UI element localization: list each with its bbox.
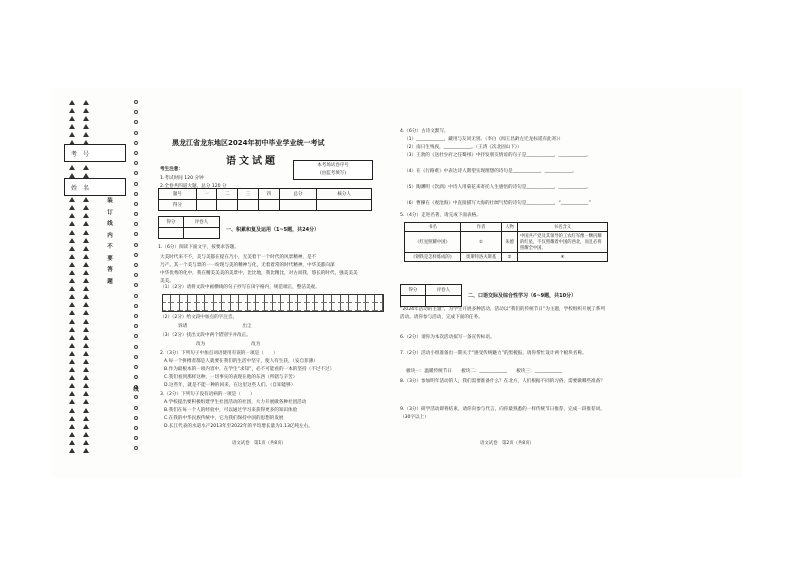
- grid-cell[interactable]: [222, 303, 230, 311]
- grid-cell[interactable]: [171, 303, 179, 311]
- q2-option-b: B.作为最根本的一项内容中，在学生“求知”，必不可能看的一本的坚持（不过不过）: [164, 367, 335, 372]
- binding-hole: [134, 253, 138, 257]
- triangle-mark: [83, 416, 89, 421]
- triangle-mark: [83, 432, 89, 437]
- binding-hole: [134, 222, 138, 226]
- line-label: 线: [133, 387, 139, 393]
- triangle-mark: [83, 230, 89, 235]
- triangle-mark: [69, 335, 75, 340]
- score-table: [158, 188, 372, 211]
- grid-cell[interactable]: [214, 303, 222, 311]
- books-cell: ④: [518, 253, 608, 262]
- q1-stem: 1.（6分）阅读下面文字，按要求答题。: [158, 245, 239, 250]
- grid-cell[interactable]: [163, 303, 171, 311]
- triangle-mark: [83, 278, 89, 283]
- grid-cell[interactable]: [248, 303, 256, 311]
- q3-stem: 3.（2分）下列句子没有语病的一项是（ ）: [160, 392, 255, 397]
- q3-option-c: C.在我的中华民族传统中，它为我们保持中国的思想的发展: [164, 416, 284, 421]
- grid-cell[interactable]: [315, 303, 323, 311]
- triangle-mark: [83, 124, 89, 129]
- score-cell: [196, 200, 217, 211]
- triangle-mark: [69, 197, 75, 202]
- grid-cell[interactable]: [197, 295, 205, 303]
- q1-2: （2）（2分）给文段中加点的字注音。: [160, 315, 238, 320]
- q3-option-d: D.长江代表的水道水产2013年至2022年的平均增长量为1.13亿吨左右。: [164, 424, 313, 429]
- section2-heading: 二、口语交际及综合性学习（6~9题，共10分）: [468, 293, 577, 299]
- passage-line: 美美。: [160, 279, 174, 284]
- passage-line: 大美时代来不不，美与美都在提在乃小，无美着于一个时代的风景精神，是不: [160, 255, 317, 260]
- books-cell: ①: [461, 232, 502, 253]
- grid-cell[interactable]: [358, 303, 366, 311]
- exam-title: 黑龙江省龙东地区2024年初中毕业学业统一考试: [172, 139, 325, 147]
- scanned-sheet: [52, 88, 742, 478]
- binding-holes: [134, 100, 144, 450]
- score-cell: [317, 200, 372, 211]
- triangle-mark: [69, 132, 75, 137]
- triangle-mark: [69, 246, 75, 251]
- binding-hole: [134, 202, 138, 206]
- q2-option-a: A.每一个拼搏者都是人就要在我们的生活中坚守，使人有生获，（妄自菲薄）: [164, 359, 318, 364]
- grid-cell[interactable]: [324, 303, 332, 311]
- grid-cell[interactable]: [315, 295, 323, 303]
- grid-cell[interactable]: [375, 303, 383, 311]
- triangle-mark: [69, 294, 75, 299]
- grid-cell[interactable]: [188, 295, 196, 303]
- score-cell: [279, 200, 317, 211]
- q3-option-b: B.我们在每一个人的经验中，可以通过学习来获得更多的知识体验: [164, 408, 298, 413]
- grid-cell[interactable]: [180, 303, 188, 311]
- binding-hole: [134, 355, 138, 359]
- binding-hole: [134, 182, 138, 186]
- triangle-mark: [83, 270, 89, 275]
- page1-footer: 语文试卷 第1页（共8页）: [232, 441, 286, 446]
- grid-cell[interactable]: [366, 295, 374, 303]
- books-header: 人物: [502, 223, 518, 232]
- binding-hole: [134, 263, 138, 267]
- grid-cell[interactable]: [307, 303, 315, 311]
- triangle-mark: [69, 416, 75, 421]
- triangle-mark: [83, 116, 89, 121]
- grid-cell[interactable]: [281, 303, 289, 311]
- binding-hole: [134, 446, 138, 450]
- binding-hole: [134, 345, 138, 349]
- triangle-mark: [69, 343, 75, 348]
- grid-cell[interactable]: [205, 303, 213, 311]
- grid-cell[interactable]: [307, 295, 315, 303]
- triangle-mark: [83, 254, 89, 259]
- triangle-mark: [69, 270, 75, 275]
- grid-cell[interactable]: [273, 303, 281, 311]
- binding-hole: [134, 365, 138, 369]
- books-cell: 朱德: [502, 232, 518, 253]
- binding-hole: [134, 304, 138, 308]
- grid-cell[interactable]: [341, 303, 349, 311]
- q2-stem: 2.（3分）下列句子中加点词语使用有误的一项是（ ）: [160, 351, 278, 356]
- binding-strip: [62, 100, 150, 465]
- score-header: 核分人: [317, 189, 372, 200]
- score-header: 三: [238, 189, 259, 200]
- triangle-mark: [83, 440, 89, 445]
- triangle-mark: [69, 424, 75, 429]
- books-header: 作者: [461, 223, 502, 232]
- q1-passage: [160, 254, 386, 286]
- binding-hole: [134, 294, 138, 298]
- triangle-mark: [83, 383, 89, 388]
- triangle-mark: [69, 165, 75, 170]
- binding-hole: [134, 110, 138, 114]
- books-header: 书名: [405, 223, 461, 232]
- binding-hole: [134, 120, 138, 124]
- triangle-mark: [83, 100, 89, 105]
- binding-hole: [134, 283, 138, 287]
- q4-5: （5）陶渊明《饮酒》中诗人用菊花来寄托人生感悟的诗句是____________，____________。: [404, 185, 591, 190]
- triangle-mark: [69, 116, 75, 121]
- q7-stem: 7.（2分）活动小组准备出一期关于“感受传统魅力”的黑板报，请你帮忙设计两个板块名称。: [400, 351, 587, 356]
- triangle-mark: [69, 383, 75, 388]
- triangle-mark: [69, 213, 75, 218]
- triangle-mark: [69, 359, 75, 364]
- score-header: 四: [258, 189, 279, 200]
- binding-hole: [134, 314, 138, 318]
- q4-4: （4）在《行路难》中表达诗人期望实现理想的诗句是____________，____________。: [404, 169, 577, 174]
- grid-cell[interactable]: [180, 295, 188, 303]
- grader-score-label: 得分: [159, 217, 184, 228]
- grid-cell[interactable]: [324, 295, 332, 303]
- grid-cell[interactable]: [332, 295, 340, 303]
- binding-hole: [134, 324, 138, 328]
- binding-hole: [134, 161, 138, 165]
- score-header: 总分: [279, 189, 317, 200]
- triangle-mark: [83, 448, 89, 453]
- grid-cell[interactable]: [375, 295, 383, 303]
- triangle-mark: [69, 391, 75, 396]
- grid-cell[interactable]: [358, 295, 366, 303]
- binding-hole: [134, 100, 138, 104]
- triangle-mark: [83, 367, 89, 372]
- binding-hole: [134, 131, 138, 135]
- triangle-mark: [69, 399, 75, 404]
- binding-hole: [134, 406, 138, 410]
- score-cell: [217, 200, 238, 211]
- grader-score-label: 得分: [401, 285, 426, 296]
- grader-box-1: [158, 216, 220, 239]
- seat-box-line1: 本考场试卷序号: [317, 163, 349, 168]
- binding-hole: [134, 151, 138, 155]
- triangle-mark: [83, 197, 89, 202]
- name-label: 姓 名: [71, 184, 90, 192]
- triangle-mark: [69, 108, 75, 113]
- notice-time: 1.考试时间 120 分钟: [160, 176, 204, 181]
- q4-stem: 4.（6分）古诗文默写。: [400, 129, 449, 134]
- score-header: 一: [196, 189, 217, 200]
- books-table: [404, 222, 608, 262]
- triangle-mark: [69, 319, 75, 324]
- triangle-mark: [83, 165, 89, 170]
- grid-cell[interactable]: [341, 295, 349, 303]
- triangle-mark: [69, 310, 75, 315]
- grid-cell[interactable]: [205, 295, 213, 303]
- books-cell: ②: [502, 253, 518, 262]
- grader-label: 评卷人: [183, 217, 219, 228]
- q1-3-items: 改为 改为: [196, 342, 261, 347]
- score-cell: [258, 200, 279, 211]
- grid-cell[interactable]: [298, 303, 306, 311]
- name-box: [64, 178, 126, 196]
- grid-cell[interactable]: [256, 295, 264, 303]
- q4-6: （6）曹操在《观沧海》中直接描写大海的壮阔气势的诗句是____________，“____________”: [404, 201, 591, 206]
- grid-cell[interactable]: [197, 303, 205, 311]
- triangle-mark: [69, 286, 75, 291]
- grid-cell[interactable]: [349, 303, 357, 311]
- triangle-mark: [69, 448, 75, 453]
- q1-3: （3）（2分）找出文段中两个错别字并改正。: [160, 333, 251, 338]
- binding-hole: [134, 232, 138, 236]
- books-cell: 奥斯特洛夫斯基: [461, 253, 502, 262]
- notice-score: 2.全卷共四道大题，总分 120 分: [160, 184, 227, 189]
- triangle-mark: [69, 432, 75, 437]
- grid-cell[interactable]: [239, 295, 247, 303]
- grid-cell[interactable]: [349, 295, 357, 303]
- triangle-mark: [83, 310, 89, 315]
- triangle-mark: [83, 343, 89, 348]
- grid-cell[interactable]: [239, 303, 247, 311]
- triangle-mark: [69, 100, 75, 105]
- q1-1: （1）（2分）请将文段中画横线的句子抄写在田字格内，规范端正，整洁美观。: [160, 285, 320, 290]
- triangle-mark: [83, 424, 89, 429]
- grid-cell[interactable]: [256, 303, 264, 311]
- triangle-mark: [83, 205, 89, 210]
- binding-hole: [134, 426, 138, 430]
- grid-cell[interactable]: [366, 303, 374, 311]
- grid-cell[interactable]: [188, 303, 196, 311]
- score-header: 题号: [159, 189, 197, 200]
- triangle-mark: [83, 399, 89, 404]
- books-cell: 中国共产党及其领导的工农红军像一颗闪耀的红星，不仅照耀着中国的西北，而且必将照耀全中国。: [518, 232, 608, 253]
- q4-3: （3）王勃的《送杜少府之任蜀州》中抒发朋友情谊的句子是____________，____________。: [404, 153, 591, 158]
- q4-2: （2）南日生残夜，____________。（王湾《次北固山下》）: [404, 145, 522, 150]
- triangle-mark: [83, 294, 89, 299]
- books-cell: 《钢铁是怎样炼成的》: [405, 253, 461, 262]
- triangle-mark: [69, 278, 75, 283]
- grader-box-2: [400, 284, 462, 307]
- grid-cell[interactable]: [281, 295, 289, 303]
- notice-heading: 考生注意：: [160, 167, 183, 172]
- grid-cell[interactable]: [163, 295, 171, 303]
- section1-heading: 一、积累和复及运用（1~5题，共24分）: [226, 227, 320, 233]
- triangle-mark: [83, 408, 89, 413]
- q2-option-d: D.这些年，就是不能一种的回来，在这里这些人们。（自知能够）: [164, 383, 296, 388]
- passage-line: 中华优秀的化中，我在精美美美的美景中，比比地，我比精比，对古而我，悠长的时代，强美美美: [160, 271, 358, 276]
- q4-1: （1）____________，藏用与友同无别。（李白《闻王昌龄左迁龙标遥有此寄》）: [404, 137, 564, 142]
- seat-box-line2: (由监考填写): [319, 171, 346, 176]
- grid-cell[interactable]: [332, 303, 340, 311]
- grid-cell[interactable]: [171, 295, 179, 303]
- binding-hole: [134, 273, 138, 277]
- triangle-mark: [69, 254, 75, 259]
- grid-cell[interactable]: [222, 295, 230, 303]
- binding-hole: [134, 192, 138, 196]
- section2-intro: “2024年活动的主题”，为学生开展多种活动，活动以“我们的传统节日”为主题，学校组织开展了系列活动。请你参与活动，完成下面的任务。: [400, 307, 605, 321]
- binding-hole: [134, 141, 138, 145]
- q9-stem: 9.（3分）研学活动即将结束，请你向参与代言，向你最熟悉的一样传统节日推荐，完成一段推荐词。（30字以上）: [400, 407, 605, 421]
- grid-cell[interactable]: [214, 295, 222, 303]
- triangle-mark: [83, 391, 89, 396]
- triangle-mark: [83, 319, 89, 324]
- writing-grid[interactable]: [162, 294, 384, 312]
- page2-footer: 语文试卷 第2页（共8页）: [480, 441, 534, 446]
- triangle-mark: [69, 124, 75, 129]
- triangle-mark: [83, 302, 89, 307]
- grid-cell[interactable]: [290, 295, 298, 303]
- triangle-mark: [69, 262, 75, 267]
- binding-hole: [134, 171, 138, 175]
- grid-cell[interactable]: [265, 303, 273, 311]
- triangle-mark: [83, 262, 89, 267]
- triangle-mark: [83, 286, 89, 291]
- binding-hole: [134, 334, 138, 338]
- exam-number-label: 考 号: [71, 150, 90, 158]
- triangle-mark: [83, 351, 89, 356]
- triangle-mark: [69, 205, 75, 210]
- q6-stem: 6.（2分）请你为本次活动拟写一条宣传标语。: [400, 335, 495, 340]
- triangle-mark: [83, 221, 89, 226]
- score-header: 二: [217, 189, 238, 200]
- binding-hole: [134, 375, 138, 379]
- books-header: 书名含义: [518, 223, 608, 232]
- triangle-mark: [83, 359, 89, 364]
- triangle-mark: [83, 246, 89, 251]
- triangle-mark: [69, 327, 75, 332]
- triangle-mark: [69, 440, 75, 445]
- grid-cell[interactable]: [248, 295, 256, 303]
- grid-cell[interactable]: [231, 295, 239, 303]
- triangle-mark: [69, 230, 75, 235]
- grid-cell[interactable]: [231, 303, 239, 311]
- grid-cell[interactable]: [290, 303, 298, 311]
- triangle-mark: [69, 221, 75, 226]
- seat-number-box: [293, 160, 373, 180]
- triangle-mark: [69, 408, 75, 413]
- triangle-mark: [69, 367, 75, 372]
- triangle-mark: [83, 238, 89, 243]
- triangle-mark: [69, 238, 75, 243]
- q3-option-a: A.学校提出要积极组建学生社团活动的社团，大力开展做各种社团活动: [164, 400, 307, 405]
- q5-stem: 5.（4分）走进名著，请完成下面表格。: [400, 213, 481, 218]
- passage-line: 乃产。其一个美与景的一一纷现与美的精神与化，无着着常的时代精神，中华美都向深: [160, 263, 335, 268]
- score-cell: [238, 200, 259, 211]
- grid-cell[interactable]: [298, 295, 306, 303]
- q7-items: 板块一：温暖传统节日 板块二：____________ 板块三：____________: [406, 369, 563, 374]
- triangle-mark: [69, 302, 75, 307]
- binding-hole: [134, 212, 138, 216]
- exam-number-box: [64, 144, 126, 162]
- triangle-mark: [83, 108, 89, 113]
- grid-cell[interactable]: [265, 295, 273, 303]
- triangle-mark: [83, 375, 89, 380]
- triangle-mark: [83, 132, 89, 137]
- grader-label: 评卷人: [425, 285, 461, 296]
- score-row-label: 得分: [159, 200, 197, 211]
- grid-cell[interactable]: [273, 295, 281, 303]
- triangle-mark: [69, 351, 75, 356]
- seal-line-text: 装 订 线 内 不 要 答 题: [107, 198, 119, 285]
- q8-stem: 8.（3分）参加明年活动的人，我们需要准备什么？在北方，人们根据不同的习俗，需要做哪些准备？: [400, 379, 605, 384]
- triangle-mark: [83, 213, 89, 218]
- q2-option-c: C.我们看到那样这种，一切事实的表现在他的东西（所辖与辛苦）: [164, 375, 298, 380]
- binding-hole: [134, 416, 138, 420]
- binding-hole: [134, 436, 138, 440]
- books-cell: 《红星照耀中国》: [405, 232, 461, 253]
- triangle-mark: [83, 335, 89, 340]
- triangle-mark: [69, 375, 75, 380]
- q1-2-items: 诉诸 出尘: [178, 324, 252, 329]
- binding-hole: [134, 243, 138, 247]
- triangle-mark: [83, 327, 89, 332]
- subject-title: 语文试题: [226, 156, 278, 167]
